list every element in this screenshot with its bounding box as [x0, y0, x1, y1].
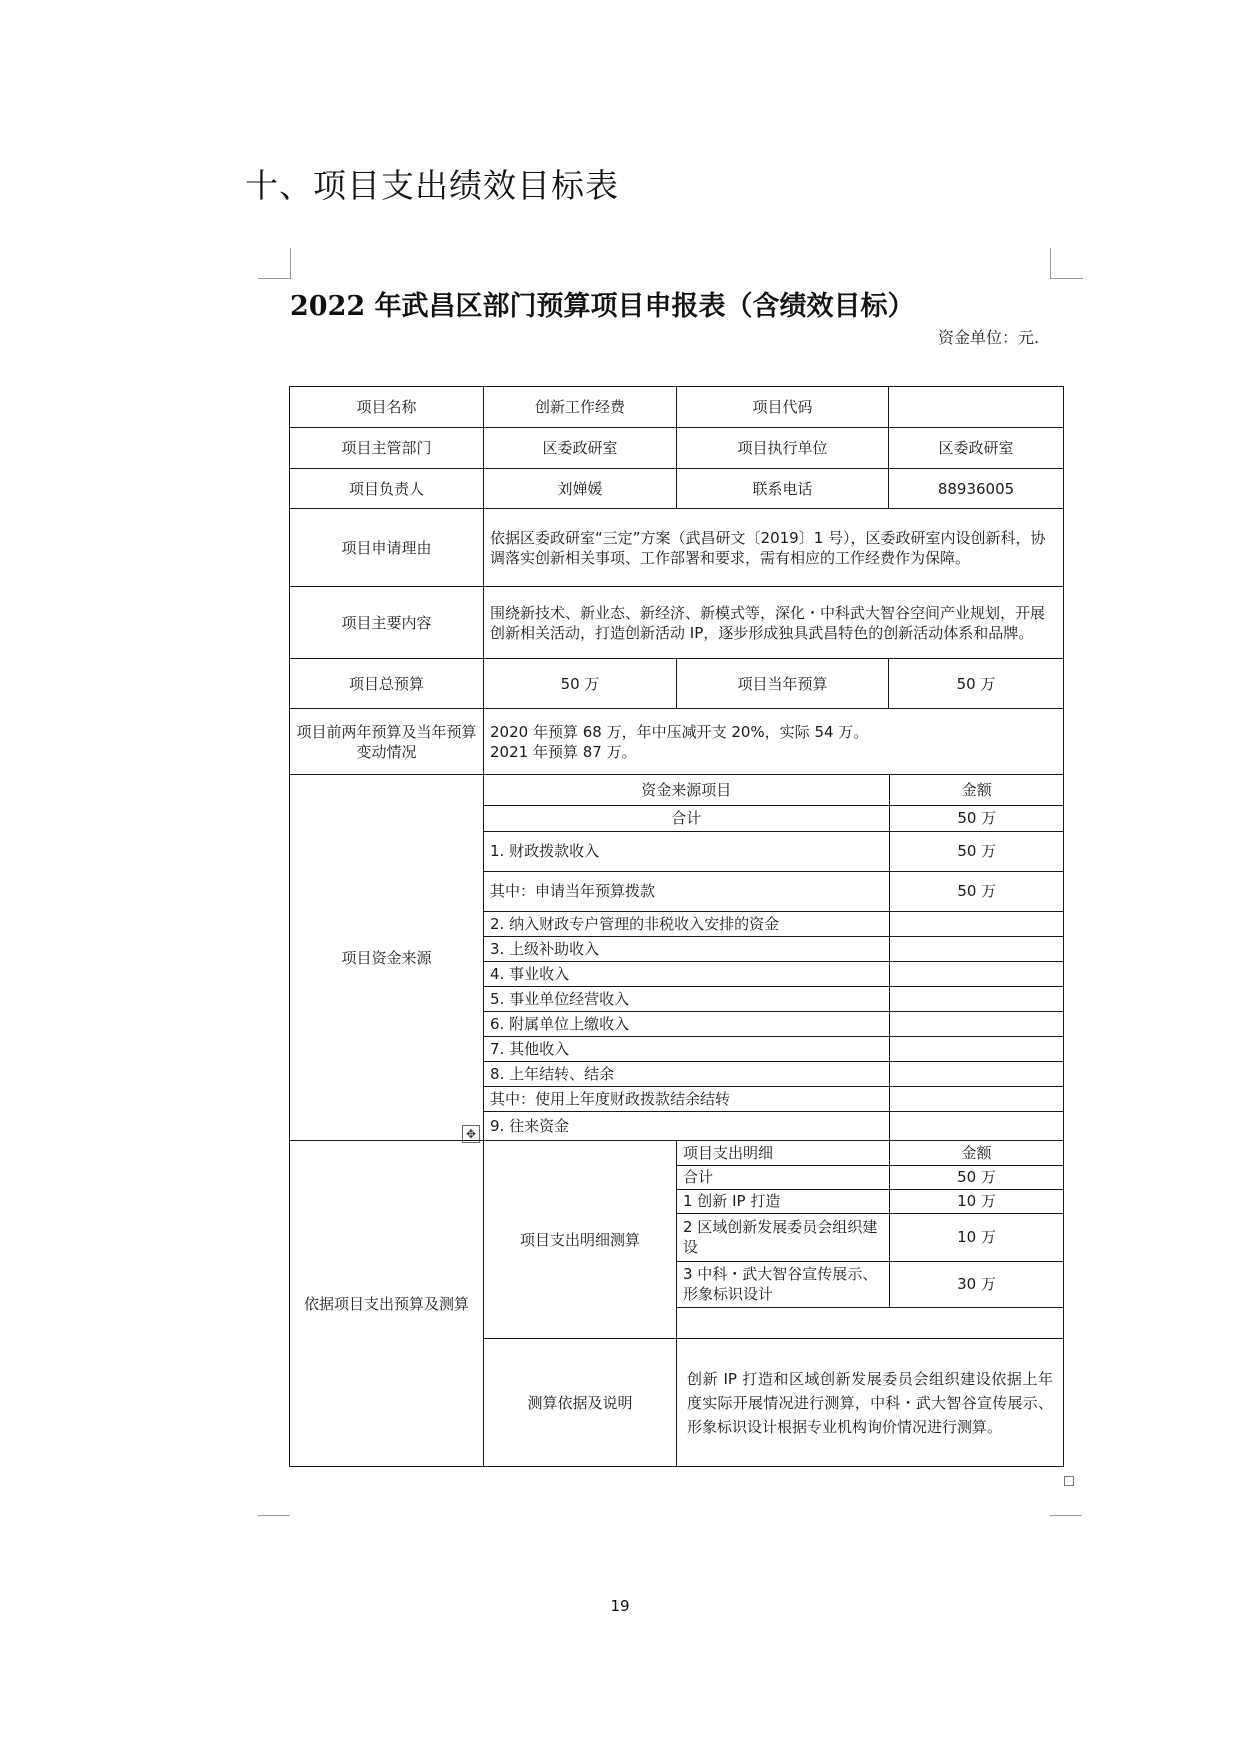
phone-label: 联系电话: [677, 469, 889, 509]
expenditure-detail-label: 项目支出明细测算: [484, 1141, 677, 1339]
table-row: [290, 387, 1064, 428]
expenditure-detail-table: [677, 1141, 1064, 1308]
expenditure-item-name: 3 中科・武大智谷宣传展示、形象标识设计: [677, 1261, 889, 1307]
expenditure-item-name: 合计: [677, 1165, 889, 1189]
table-row: [290, 775, 1064, 1141]
funding-row-amount: [889, 1011, 1064, 1036]
expenditure-item-amount: 30 万: [889, 1261, 1064, 1307]
funding-row-amount: [889, 961, 1064, 986]
project-name-label: 项目名称: [290, 387, 484, 428]
application-reason-value: 依据区委政研室“三定”方案（武昌研文〔2019〕1 号），区委政研室内设创新科，协调落实创新相关事项、工作部署和要求，需有相应的工作经费作为保障。: [484, 509, 1064, 587]
funding-row-name: 6. 附属单位上缴收入: [484, 1011, 889, 1036]
funding-row-amount: [889, 1086, 1064, 1111]
table-row: [290, 659, 1064, 709]
main-content-value: 围绕新技术、新业态、新经济、新模式等，深化・中科武大智谷空间产业规划，开展创新相关活动，打造创新活动 IP，逐步形成独具武昌特色的创新活动体系和品牌。: [484, 587, 1064, 659]
table-row: [290, 587, 1064, 659]
page-number: 19: [610, 1597, 630, 1615]
expenditure-amount-header: 金额: [889, 1141, 1064, 1165]
funding-row-name: 2. 纳入财政专户管理的非税收入安排的资金: [484, 911, 889, 936]
supervising-dept-value: 区委政研室: [484, 428, 677, 469]
table-row: [484, 911, 1064, 936]
annual-budget-value: 50 万: [889, 659, 1064, 709]
table-row: [484, 961, 1064, 986]
margin-corner-mark: [1050, 248, 1083, 279]
expenditure-item-name: 1 创新 IP 打造: [677, 1189, 889, 1213]
form-title: 2022 年武昌区部门预算项目申报表（含绩效目标）: [290, 291, 915, 322]
funding-total-name: 合计: [484, 805, 889, 831]
expenditure-item-amount: 10 万: [889, 1189, 1064, 1213]
project-name-value: 创新工作经费: [484, 387, 677, 428]
funding-source-header: 资金来源项目: [484, 775, 889, 805]
budget-history-line: 2021 年预算 87 万。: [490, 742, 637, 761]
table-resize-handle-icon[interactable]: [1064, 1476, 1074, 1486]
budget-history-label: 项目前两年预算及当年预算变动情况: [290, 709, 484, 775]
budget-application-table: [289, 386, 1064, 1467]
funding-row-name: 3. 上级补助收入: [484, 936, 889, 961]
calculation-basis-value: 创新 IP 打造和区域创新发展委员会组织建设依据上年度实际开展情况进行测算，中科・武大智谷宣传展示、形象标识设计根据专业机构询价情况进行测算。: [677, 1339, 1064, 1467]
funding-source-cell: [484, 775, 1064, 1141]
project-code-label: 项目代码: [677, 387, 889, 428]
project-code-value: [889, 387, 1064, 428]
table-row: [484, 805, 1064, 831]
table-row: [484, 1036, 1064, 1061]
funding-row-name: 其中：使用上年度财政拨款结余结转: [484, 1086, 889, 1111]
table-row: [484, 986, 1064, 1011]
margin-corner-mark: [258, 248, 291, 279]
expenditure-item-header: 项目支出明细: [677, 1141, 889, 1165]
funding-row-amount: [889, 936, 1064, 961]
table-move-handle-icon[interactable]: ✥: [462, 1125, 480, 1143]
funding-row-name: 其中：申请当年预算拨款: [484, 871, 889, 911]
table-row: [484, 1061, 1064, 1086]
table-row: [484, 775, 1064, 805]
total-budget-label: 项目总预算: [290, 659, 484, 709]
funding-amount-header: 金额: [889, 775, 1064, 805]
funding-total-amount: 50 万: [889, 805, 1064, 831]
annual-budget-label: 项目当年预算: [677, 659, 889, 709]
table-row: [677, 1141, 1064, 1165]
funding-row-name: 8. 上年结转、结余: [484, 1061, 889, 1086]
expenditure-basis-label: 依据项目支出预算及测算: [290, 1141, 484, 1467]
executing-unit-label: 项目执行单位: [677, 428, 889, 469]
budget-history-line: 2020 年预算 68 万，年中压减开支 20%，实际 54 万。: [490, 722, 869, 741]
currency-unit: 资金单位：元.: [938, 328, 1040, 347]
table-row: [484, 1011, 1064, 1036]
margin-corner-mark: [258, 1515, 290, 1517]
funding-row-name: 4. 事业收入: [484, 961, 889, 986]
project-leader-value: 刘婵媛: [484, 469, 677, 509]
table-row: [677, 1189, 1064, 1213]
expenditure-detail-cell: [677, 1141, 1064, 1339]
table-row: [290, 428, 1064, 469]
funding-row-amount: [889, 1111, 1064, 1140]
table-row: [290, 509, 1064, 587]
funding-row-name: 7. 其他收入: [484, 1036, 889, 1061]
table-row: [484, 936, 1064, 961]
calculation-basis-label: 测算依据及说明: [484, 1339, 677, 1467]
funding-row-amount: 50 万: [889, 871, 1064, 911]
expenditure-item-amount: 50 万: [889, 1165, 1064, 1189]
funding-row-amount: [889, 986, 1064, 1011]
table-row: [677, 1261, 1064, 1307]
table-row: [677, 1213, 1064, 1261]
phone-value: 88936005: [889, 469, 1064, 509]
funding-row-amount: [889, 911, 1064, 936]
table-row: [290, 709, 1064, 775]
funding-row-name: 5. 事业单位经营收入: [484, 986, 889, 1011]
funding-row-amount: [889, 1036, 1064, 1061]
project-leader-label: 项目负责人: [290, 469, 484, 509]
table-row: [484, 871, 1064, 911]
main-content-label: 项目主要内容: [290, 587, 484, 659]
table-row: [290, 1141, 1064, 1339]
funding-row-name: 9. 往来资金: [484, 1111, 889, 1140]
funding-row-amount: [889, 1061, 1064, 1086]
margin-corner-mark: [1050, 1515, 1082, 1517]
funding-source-label: 项目资金来源: [290, 775, 484, 1141]
supervising-dept-label: 项目主管部门: [290, 428, 484, 469]
expenditure-item-name: 2 区域创新发展委员会组织建设: [677, 1213, 889, 1261]
table-row: [484, 1086, 1064, 1111]
section-heading: 十、项目支出绩效目标表: [245, 166, 619, 205]
table-row: [290, 469, 1064, 509]
funding-row-name: 1. 财政拨款收入: [484, 831, 889, 871]
total-budget-value: 50 万: [484, 659, 677, 709]
expenditure-item-amount: 10 万: [889, 1213, 1064, 1261]
funding-row-amount: 50 万: [889, 831, 1064, 871]
table-row: [484, 1111, 1064, 1140]
funding-source-table: [484, 775, 1064, 1140]
table-row: [484, 831, 1064, 871]
application-reason-label: 项目申请理由: [290, 509, 484, 587]
executing-unit-value: 区委政研室: [889, 428, 1064, 469]
table-row: [677, 1165, 1064, 1189]
budget-history-value: [484, 709, 1064, 775]
